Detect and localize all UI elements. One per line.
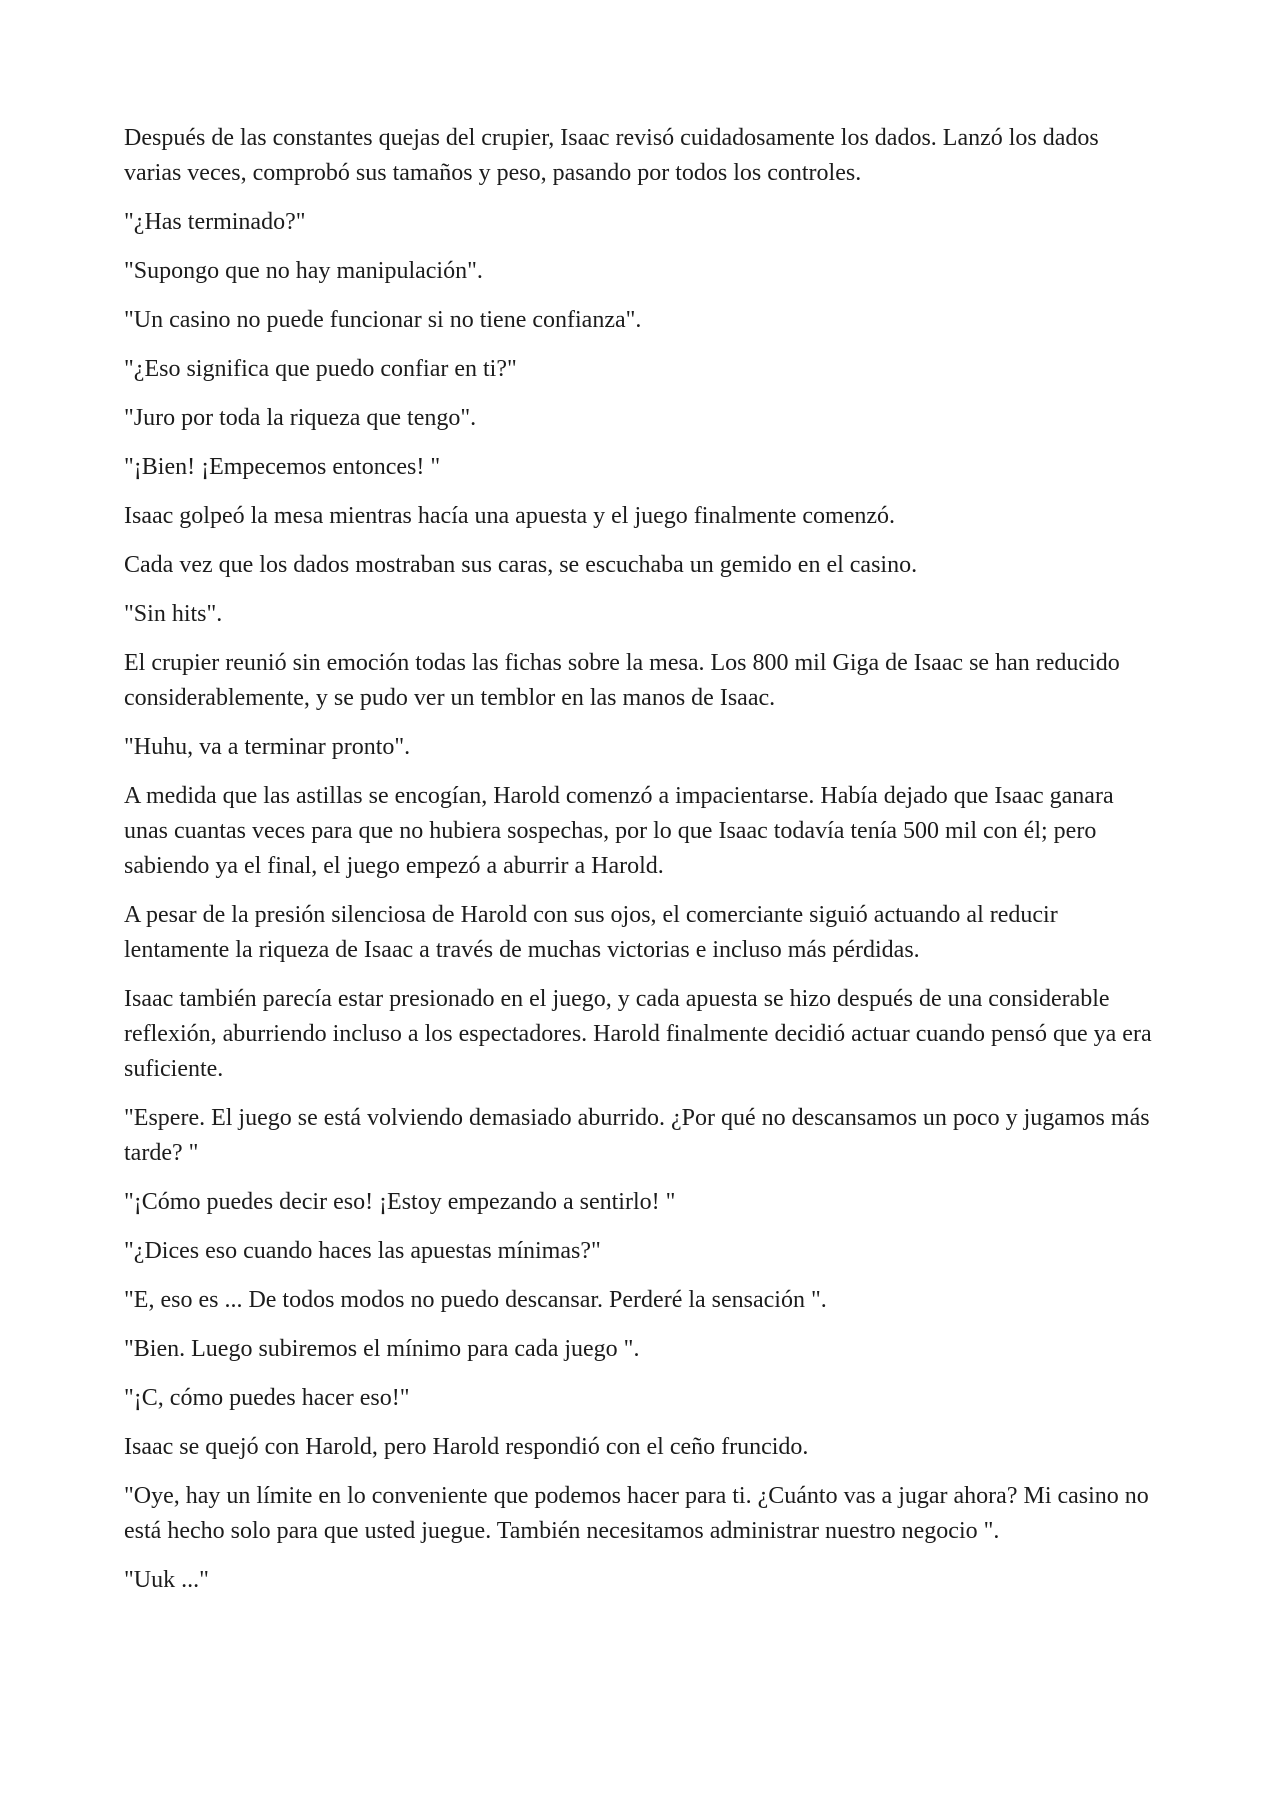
paragraph-4: "Un casino no puede funcionar si no tiene confianza". bbox=[124, 307, 642, 333]
paragraph-10: "Sin hits". bbox=[124, 601, 223, 627]
paragraph-11: El crupier reunió sin emoción todas las fichas sobre la mesa. Los 800 mil Giga de Isaac se han reducido considerablemente, y se pudo ver un temblor en las manos de Isaac. bbox=[124, 650, 1120, 711]
paragraph-23: "Oye, hay un límite en lo conveniente que podemos hacer para ti. ¿Cuánto vas a jugar ahora? Mi casino no está hecho solo para que usted juegue. También necesitamos administrar nuestro negocio ". bbox=[124, 1483, 1149, 1544]
paragraph-6: "Juro por toda la riqueza que tengo". bbox=[124, 405, 477, 431]
paragraph-1: Después de las constantes quejas del crupier, Isaac revisó cuidadosamente los dados. Lanzó los dados varias veces, comprobó sus tamaños y peso, pasando por todos los controles. bbox=[124, 125, 1099, 186]
paragraph-15: Isaac también parecía estar presionado en el juego, y cada apuesta se hizo después de una considerable reflexión, aburriendo incluso a los espectadores. Harold finalmente decidió actuar cuando pensó que ya era suficiente. bbox=[124, 986, 1152, 1082]
paragraph-2: "¿Has terminado?" bbox=[124, 209, 306, 235]
paragraph-19: "E, eso es ... De todos modos no puedo descansar. Perderé la sensación ". bbox=[124, 1287, 827, 1313]
paragraph-9: Cada vez que los dados mostraban sus caras, se escuchaba un gemido en el casino. bbox=[124, 552, 918, 578]
paragraph-14: A pesar de la presión silenciosa de Harold con sus ojos, el comerciante siguió actuando al reducir lentamente la riqueza de Isaac a través de muchas victorias e incluso más pérdidas. bbox=[124, 902, 1058, 963]
paragraph-16: "Espere. El juego se está volviendo demasiado aburrido. ¿Por qué no descansamos un poco y jugamos más tarde? " bbox=[124, 1105, 1150, 1166]
paragraph-20: "Bien. Luego subiremos el mínimo para cada juego ". bbox=[124, 1336, 640, 1362]
paragraph-5: "¿Eso significa que puedo confiar en ti?" bbox=[124, 356, 517, 382]
paragraph-12: "Huhu, va a terminar pronto". bbox=[124, 734, 411, 760]
paragraph-3: "Supongo que no hay manipulación". bbox=[124, 258, 483, 284]
paragraph-7: "¡Bien! ¡Empecemos entonces! " bbox=[124, 454, 441, 480]
paragraph-24: "Uuk ..." bbox=[124, 1567, 209, 1593]
paragraph-22: Isaac se quejó con Harold, pero Harold respondió con el ceño fruncido. bbox=[124, 1434, 809, 1460]
paragraph-13: A medida que las astillas se encogían, Harold comenzó a impacientarse. Había dejado que Isaac ganara unas cuantas veces para que no hubiera sospechas, por lo que Isaac todavía tenía 500 mil con él; pero sabiendo ya el final, el juego empezó a aburrir a Harold. bbox=[124, 783, 1114, 879]
paragraph-21: "¡C, cómo puedes hacer eso!" bbox=[124, 1385, 410, 1411]
paragraph-8: Isaac golpeó la mesa mientras hacía una apuesta y el juego finalmente comenzó. bbox=[124, 503, 896, 529]
paragraph-17: "¡Cómo puedes decir eso! ¡Estoy empezando a sentirlo! " bbox=[124, 1189, 676, 1215]
paragraph-18: "¿Dices eso cuando haces las apuestas mínimas?" bbox=[124, 1238, 601, 1264]
